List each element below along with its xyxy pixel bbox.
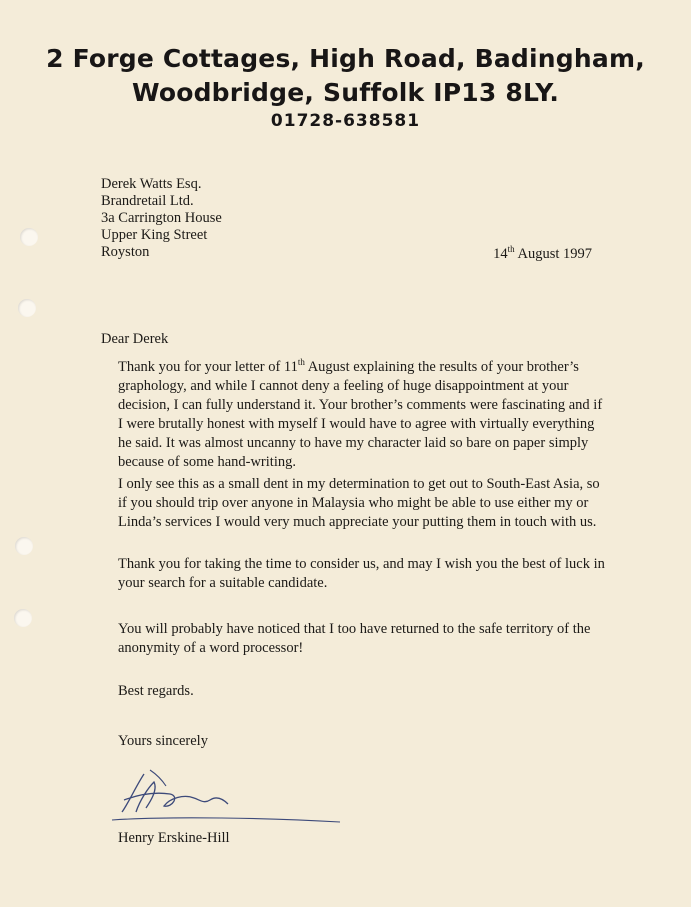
recipient-address — [101, 176, 222, 261]
recipient-street: Upper King Street — [101, 227, 208, 243]
salutation: Dear Derek — [101, 331, 169, 347]
body-paragraph-4: You will probably have noticed that I too have returned to the safe territory of the anonymity of a word processor! — [118, 621, 591, 656]
punch-hole — [20, 228, 38, 246]
recipient-building: 3a Carrington House — [101, 210, 222, 226]
letterhead-address-line1: 2 Forge Cottages, High Road, Badingham, — [46, 44, 645, 73]
body-paragraph-1 — [118, 358, 608, 472]
best-regards: Best regards. — [118, 683, 194, 699]
recipient-town: Royston — [101, 244, 150, 260]
recipient-company: Brandretail Ltd. — [101, 193, 194, 209]
punch-hole — [18, 299, 36, 317]
p1-superscript: th — [297, 357, 305, 368]
date-day: 14 — [493, 245, 508, 262]
punch-hole — [14, 609, 32, 627]
letter-date — [493, 244, 592, 263]
date-suffix: th — [507, 244, 515, 254]
body-paragraph-3: Thank you for taking the time to consider us, and may I wish you the best of luck in your search for a suitable candidate. — [118, 556, 605, 591]
punch-hole — [15, 537, 33, 555]
sign-off: Yours sincerely — [118, 733, 208, 749]
letterhead-address-line2: Woodbridge, Suffolk IP13 8LY. — [131, 78, 560, 107]
p1-text-a: Thank you for your letter of 11 — [118, 359, 298, 375]
p1-text-b: August explaining the results of your brother’s graphology, and while I cannot deny a feeling of huge disappointment at your decision, I can fully understand it. Your brother’s comments were fascinating and if I were brutally honest with myself I would have to agree with virtually everything he said. It was almost uncanny to have my character laid so bare on paper simply because of some hand-writing. — [118, 359, 603, 470]
date-month-year: August 1997 — [514, 245, 592, 262]
recipient-name: Derek Watts Esq. — [101, 176, 202, 192]
body-paragraph-2: I only see this as a small dent in my determination to get out to South-East Asia, so if you should trip over anyone in Malaysia who might be able to use either my or Linda’s services I would very much appreciate your putting them in touch with us. — [118, 476, 600, 530]
handwritten-signature — [110, 764, 350, 834]
letterhead-phone: 01728-638581 — [270, 111, 421, 131]
signer-name: Henry Erskine-Hill — [118, 830, 230, 846]
